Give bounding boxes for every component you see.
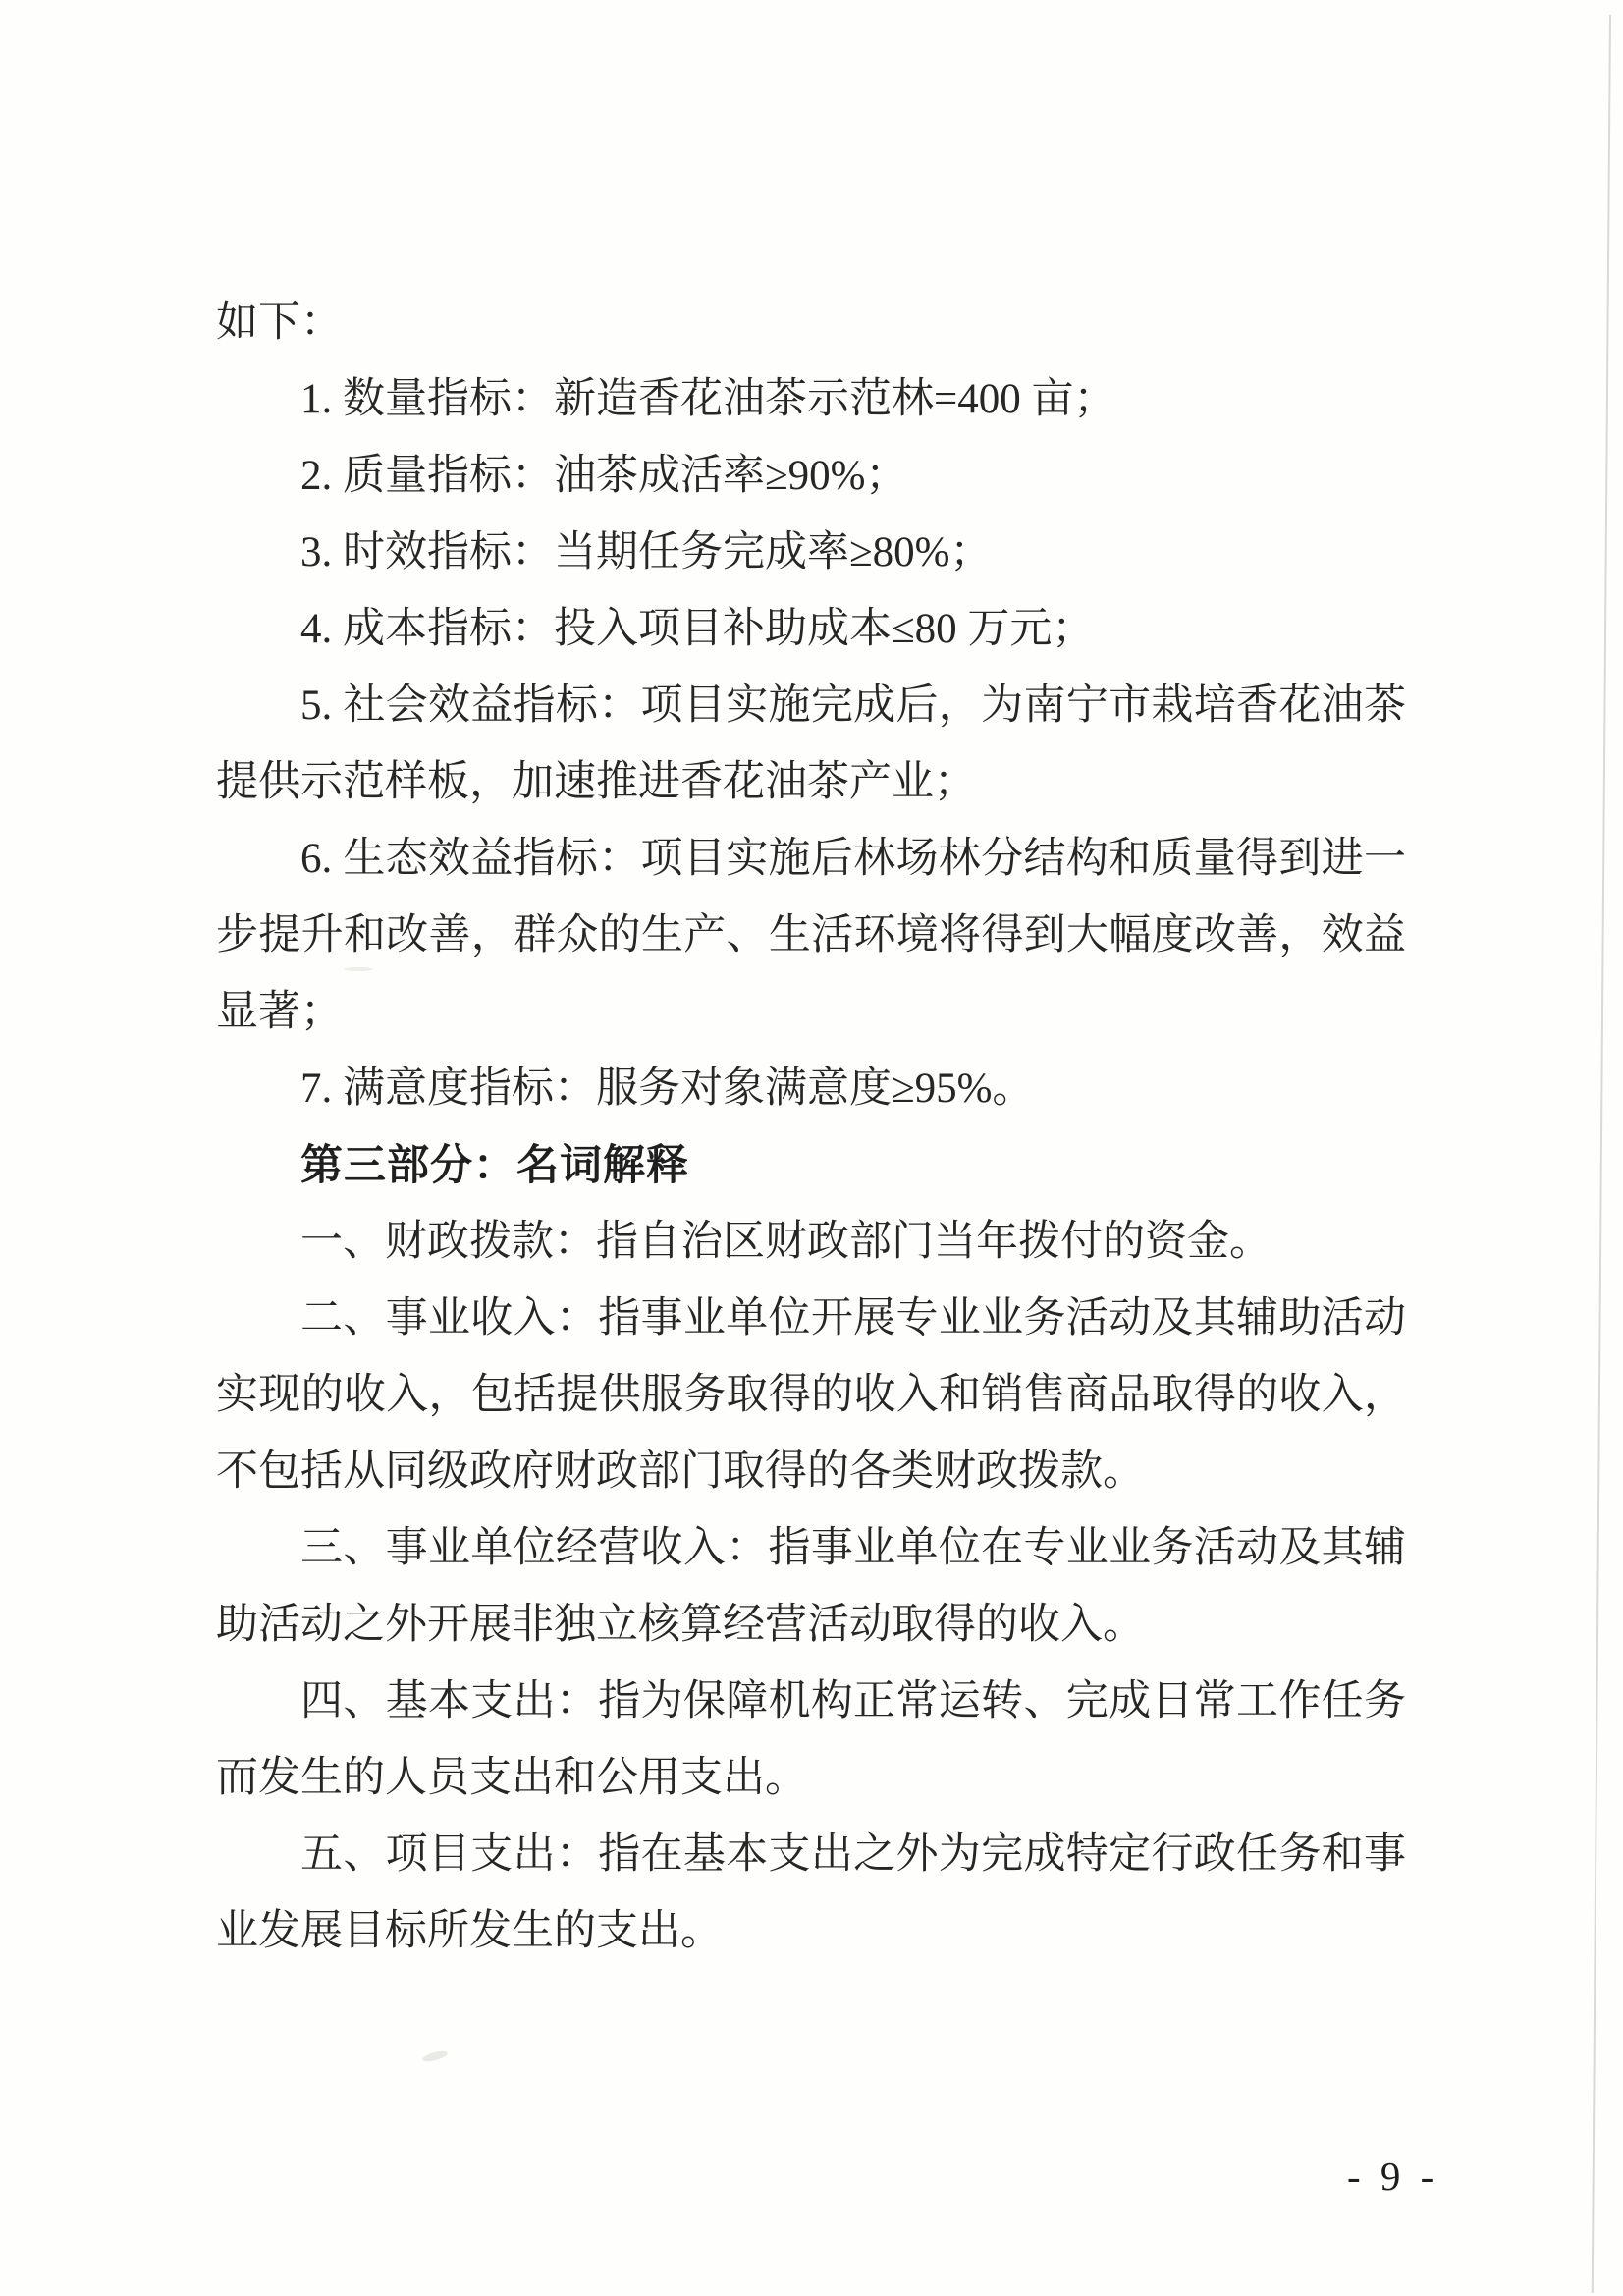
definition-3-operating-income: 三、事业单位经营收入：指事业单位在专业业务活动及其辅助活动之外开展非独立核算经营活动取得的收入。 xyxy=(216,1525,1406,1648)
list-item-7-satisfaction-indicator: 7. 满意度指标：服务对象满意度≥95%。 xyxy=(300,1066,1035,1112)
scan-speck xyxy=(344,967,373,971)
list-item-1-quantity-indicator: 1. 数量指标：新造香花油茶示范林=400 亩； xyxy=(300,376,1116,422)
page-number: - 9 - xyxy=(1347,2154,1439,2199)
section-heading-part3-glossary: 第三部分：名词解释 xyxy=(300,1142,689,1189)
list-item-3-timeliness-indicator: 3. 时效指标：当期任务完成率≥80%； xyxy=(300,529,993,575)
definition-5-project-expenditure: 五、项目支出：指在基本支出之外为完成特定行政任务和事业发展目标所发生的支出。 xyxy=(216,1831,1406,1954)
scan-speck xyxy=(421,2050,448,2063)
list-item-5-social-benefit-indicator: 5. 社会效益指标：项目实施完成后，为南宁市栽培香花油茶提供示范样板，加速推进香花油茶产业； xyxy=(216,683,1406,805)
list-item-4-cost-indicator: 4. 成本指标：投入项目补助成本≤80 万元； xyxy=(300,606,1095,652)
list-item-6-ecological-benefit-indicator: 6. 生态效益指标：项目实施后林场林分结构和质量得到进一步提升和改善，群众的生产、生活环境将得到大幅度改善，效益显著； xyxy=(216,836,1406,1035)
document-body xyxy=(216,285,1406,1970)
scan-edge-artifact xyxy=(1592,15,1611,2293)
definition-2-institutional-income: 二、事业收入：指事业单位开展专业业务活动及其辅助活动实现的收入，包括提供服务取得的收入和销售商品取得的收入，不包括从同级政府财政部门取得的各类财政拨款。 xyxy=(216,1295,1406,1495)
list-item-2-quality-indicator: 2. 质量指标：油茶成活率≥90%； xyxy=(300,453,908,499)
definition-1-fiscal-appropriation: 一、财政拨款：指自治区财政部门当年拨付的资金。 xyxy=(300,1219,1271,1265)
definition-4-basic-expenditure: 四、基本支出：指为保障机构正常运转、完成日常工作任务而发生的人员支出和公用支出。 xyxy=(216,1678,1406,1801)
paragraph-intro: 如下： xyxy=(216,300,343,346)
